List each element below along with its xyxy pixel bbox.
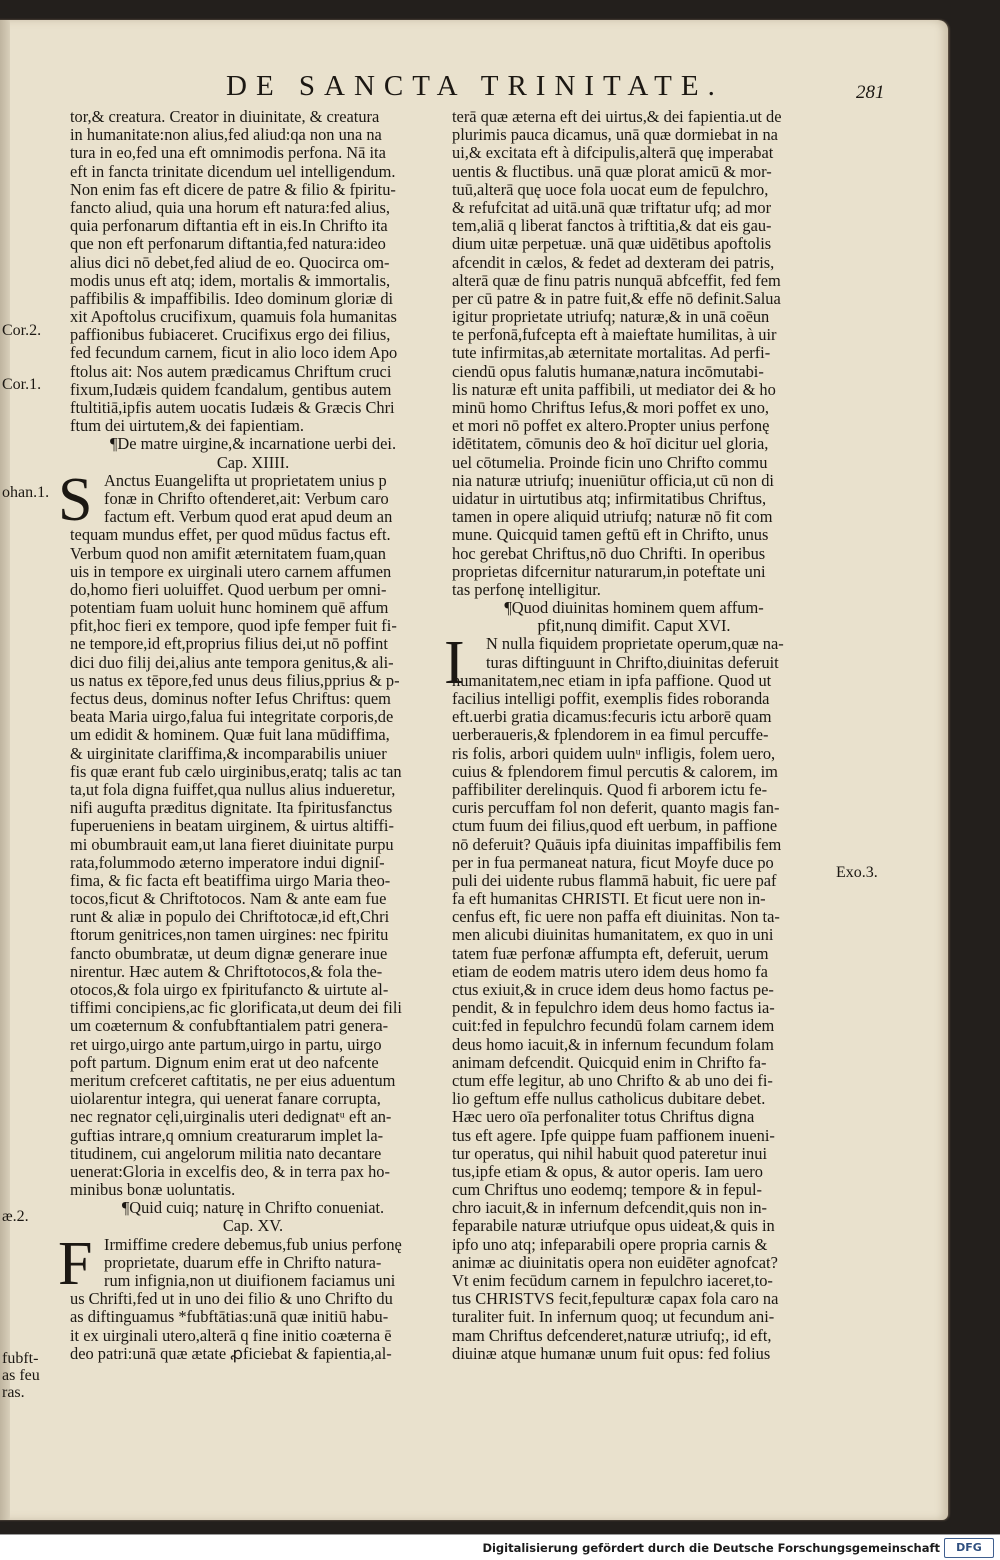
text-line: nō deferuit? Quāuis ipfa diuinitas impaffibilis fem — [452, 835, 782, 854]
text-line: pfit,nunq dimifit. Caput XVI. — [537, 617, 731, 636]
text-line: tocos,ficut & Chriftotocos. Nam & ante eam fue — [70, 890, 387, 909]
margin-note: ohan.1. — [2, 484, 50, 501]
text-line: factum eft. Verbum quod erat apud deum an — [104, 508, 393, 527]
text-line: titudinem, cui angelorum militia nato decantare — [70, 1144, 382, 1163]
text-line: diuinæ atque humanæ unum fuit opus: fed folius — [452, 1344, 771, 1363]
text-line: turaliter fuit. In infernum quoq; ut fecundum ani- — [452, 1308, 775, 1327]
text-line: poft partum. Dignum enim erat ut deo nafcente — [70, 1053, 379, 1072]
text-line: alius dici nō debet,fed aliud de eo. Quocirca om- — [70, 253, 390, 272]
text-line: tus eft agere. Ipfe quippe fuam paffionem inueni- — [452, 1126, 775, 1145]
text-line: tequam mundus effet, per quod mūdus factus eft. — [70, 526, 391, 545]
text-line: tamen in opere aliquid utriufq; naturæ nō fit com — [452, 508, 773, 527]
text-line: ftorum genitrices,non tamen uirgines: nec fpiritu — [70, 926, 389, 945]
text-line-content: Anctus Euangelifta ut proprietatem unius p — [104, 470, 387, 490]
text-line: plurimis pauca dicamus, unā quæ dormiebat in na — [452, 126, 778, 145]
text-line: ris folis, arbori quidem uulnᵘ infligis, folem uero, — [452, 744, 776, 763]
text-line: Vt enim fecūdum carnem in fepulchro iaceret,to- — [452, 1272, 773, 1290]
text-line: uel cōtumelia. Proinde ficin uno Chrifto commu — [452, 453, 768, 472]
text-line: rum infignia,non ut diuifionem faciamus uni — [104, 1272, 396, 1290]
text-line: meritum crefceret caftitatis, ne per eius aduentum — [70, 1071, 396, 1090]
text-line: te perfonā,fufcepta eft à maieftate humilitas, à uir — [452, 326, 777, 345]
text-line: tiffimi concipiens,ac fic glorificata,ut deum dei fili — [70, 999, 402, 1018]
text-line: dici duo filij dei,alius ante tempora genitus,& ali- — [70, 653, 394, 672]
text-line: terā quæ æterna eft dei uirtus,& dei fapientia.ut de — [452, 108, 782, 126]
text-line: potentiam fuam uoluit hunc hominem quē affum — [70, 599, 389, 618]
dfg-logo: DFG — [944, 1538, 994, 1558]
text-line: minibus bonæ uoluntatis. — [70, 1181, 236, 1200]
text-line: igitur proprietate utriufq; naturæ,& in unā coēun — [452, 308, 770, 327]
text-line: ne tempore,id eft,proprius filius dei,ut nō poffint — [70, 635, 388, 654]
text-line: uenerat:Gloria in excelfis deo, & in terra pax ho- — [70, 1162, 390, 1181]
text-line: tute infirmitas,ab æternitate mortalitas. Ad perfi- — [452, 344, 771, 363]
funding-notice: Digitalisierung gefördert durch die Deutsche Forschungsgemeinschaft — [482, 1541, 940, 1555]
text-line: mam Chriftus defcenderet,naturæ utriufq;, id eft, — [452, 1326, 772, 1345]
text-line: tus CHRISTVS fecit,fepulturæ capax fola caro na — [452, 1290, 779, 1309]
running-head: DE SANCTA TRINITATE. — [226, 70, 724, 102]
text-line: humanitatem,nec etiam in ipfa paffione. Quod ut — [452, 671, 772, 690]
text-line: do,homo fieri uoluiffet. Quod uerbum per omni- — [70, 580, 387, 599]
text-line: lio geftum effe nullus catholicus dubitare debet. — [452, 1090, 766, 1109]
text-line: turas diftinguunt in Chrifto,diuinitas deferuit — [486, 653, 779, 672]
text-line: paffionibus fubiaceret. Crucifixus ergo dei filius, — [70, 326, 391, 345]
text-line: men alicubi diuinitas humanitatem, ex quo in uni — [452, 926, 774, 945]
text-line: nifi augufta præditus dignitate. Ita fpiritusfanctus — [70, 799, 393, 818]
text-line: proprietas difcernitur naturarum,in poteftate uni — [452, 562, 766, 581]
text-line: hoc gerebat Chriftus,nō duo Chrifti. In operibus — [452, 544, 766, 563]
text-line: as diftinguamus *fubftātias:unā quæ initiū habu- — [70, 1308, 389, 1327]
text-line: fancto obumbratæ, ut deum dignæ generare inue — [70, 944, 388, 963]
text-line: deus homo iacuit,& in infernum fecundum folam — [452, 1035, 774, 1054]
text-line: ¶Quod diuinitas hominem quem affum- — [504, 599, 764, 618]
text-line: dium uitæ perpetuæ. unā quæ uidētibus apoftolis — [452, 235, 772, 254]
text-line: um coæternum & confubftantialem patri genera- — [70, 1017, 389, 1036]
text-line: tatem fuæ perfonæ affumpta eft, deferuit, uerum — [452, 944, 769, 963]
text-line: uidatur in uirtutibus atq; infirmitatibus Chriftus, — [452, 489, 767, 508]
text-line: runt & aliæ in populo dei Chriftotocæ,id eft,Chri — [70, 908, 390, 927]
margin-note: fubft- — [2, 1350, 39, 1367]
text-line: cenfus eft, fic uere non paffa eft diuinitas. Non ta- — [452, 908, 780, 927]
text-line: fancto aliud, quia una horum eft natura:fed alius, — [70, 198, 390, 217]
margin-note: æ.2. — [2, 1208, 29, 1225]
margin-note: as feu — [2, 1367, 40, 1384]
text-line: Verbum quod non amifit æternitatem fuam,quan — [70, 544, 386, 563]
margin-note: Cor.2. — [2, 322, 42, 339]
text-line: per cū patre & in patre fuit,& effe nō definit.Salua — [452, 289, 781, 308]
text-line: tuū,alterā quę uoce fola uocat eum de fepulchro, — [452, 180, 769, 199]
text-line: etiam de eodem matris utero idem deus homo fa — [452, 962, 768, 981]
text-line: fa eft humanitas CHRISTI. Et ficut uere non in- — [452, 890, 766, 909]
text-line: fonæ in Chrifto oftenderet,ait: Verbum caro — [104, 489, 389, 508]
text-line: rata,folummodo æterno imperatore indui digniſ- — [70, 853, 385, 872]
text-line: in humanitate:non alius,fed aliud:qa non una na — [70, 126, 382, 145]
text-line: tur operatus, qui nihil habuit quod pateretur inui — [452, 1144, 767, 1163]
text-line: cuius & fplendorem fimul percutis & calorem, im — [452, 762, 778, 781]
text-line: feparabile naturæ utriufque opus uideat,& quis in — [452, 1217, 775, 1236]
text-line: minū homo Chriftus Iefus,& mori poffet ex uno, — [452, 399, 770, 417]
text-line: uis in tempore ex uirginali utero carnem affumen — [70, 562, 392, 581]
text-line: pendit, & in fepulchro idem deus homo factus ia- — [452, 999, 775, 1018]
text-line: modis unus eft atq; idem, mortalis & immortalis, — [70, 271, 391, 290]
text-line: ctus exiuit,& in cruce idem deus homo factus pe- — [452, 981, 774, 999]
text-line: curis percuffam fol non deferit, quanto magis fan- — [452, 799, 780, 818]
text-line: que non eft perfonarum diftantia,fed natura:ideo — [70, 235, 386, 254]
margin-note: ras. — [2, 1384, 25, 1401]
text-line: & refufcitat ad uitā.unā quæ triftatur ufq; ad mor — [452, 198, 772, 217]
text-line: ciendū opus falutis humanæ,natura incōmutabi- — [452, 362, 764, 381]
text-line: ctum effe legitur, ab uno Chrifto & ab uno dei fi- — [452, 1071, 773, 1090]
text-line: ta,ut fola digna fuiffet,qua nullus alius indueretur, — [70, 780, 396, 799]
text-line: uiolarentur integra, qui uenerat fanare corrupta, — [70, 1090, 381, 1109]
text-line: idētitatem, cōmunis deo & hoī dicitur uel gloria, — [452, 435, 769, 454]
text-line: tas perfonę intelligitur. — [452, 580, 601, 599]
text-line: uerberaueris,& fplendorem in ea fimul percuffe- — [452, 726, 769, 745]
text-line: nirentur. Hæc autem & Chriftotocos,& fola the- — [70, 962, 383, 981]
text-line: ¶De matre uirgine,& incarnatione uerbi dei. — [109, 435, 397, 454]
text-line: eft in fancta trinitate dicendum uel intelligendum. — [70, 162, 396, 181]
text-line: Cap. XV. — [222, 1217, 284, 1236]
text-line: us Chrifti,fed ut in uno dei filio & uno Chrifto du — [70, 1290, 393, 1309]
right-text-column — [444, 108, 816, 1363]
text-line: ftolus ait: Nos autem prædicamus Chriftum cruci — [70, 362, 392, 381]
text-line: tus,ipfe etiam & opus, & autor operis. Iam uero — [452, 1162, 763, 1181]
text-line: fis quæ erant fub cælo uirginibus,eratq; talis ac tan — [70, 762, 402, 781]
text-line: Hæc uero oīa perfonaliter totus Chriftus digna — [452, 1108, 755, 1127]
text-line: cuit:fed in fepulchro fecundū folam carnem idem — [452, 1017, 775, 1036]
text-line: nec regnator cęli,uirginalis uteri dedignatᵘ eft an- — [70, 1108, 392, 1127]
text-line: per in fua permaneat natura, ficut Moyfe duce po — [452, 853, 774, 872]
text-line: deo patri:unā quæ ætate ꝓficiebat & fapientia,al- — [70, 1344, 392, 1363]
page-gutter — [0, 20, 10, 1520]
text-line: chro iacuit,& in infernum defcendit,quis non in- — [452, 1199, 767, 1218]
text-line: puli dei uidente rubus flammā habuit, fic uere paf — [452, 871, 777, 890]
drop-capital: S — [58, 465, 93, 534]
book-page — [0, 20, 948, 1520]
drop-capital: I — [444, 629, 465, 698]
text-line: Cap. XIIII. — [216, 453, 290, 472]
text-line: otocos,& fola uirgo ex fpiritufancto & uirtute al- — [70, 981, 389, 999]
text-line: tem,aliā q liberat fanctos à triftitia,& dat eis gau- — [452, 217, 772, 236]
text-line: alterā quæ de finu patris nunquā abfceffit, fed fem — [452, 271, 781, 290]
text-line: fectus deus, dominus nofter Iefus Chriftus: quem — [70, 690, 391, 708]
drop-capital: F — [58, 1229, 93, 1298]
margin-note: Exo.3. — [836, 864, 878, 881]
text-line: cum Chriftus uno eodemq; tempore & in fepul- — [452, 1181, 762, 1200]
text-line: um edidit & hominem. Quæ fuit lana mūdiffima, — [70, 726, 390, 745]
folio-number: 281 — [856, 82, 885, 103]
text-line: us natus ex tēpore,fed unus deus filius,pprius & p- — [70, 671, 400, 690]
text-line: & uirginitate clariffima,& incomparabilis uniuer — [70, 744, 387, 763]
text-line: guftias intrare,q omnium creaturarum implet la- — [70, 1126, 384, 1145]
text-line: ipfo uno atq; infeparabili opere propria carnis & — [452, 1235, 768, 1254]
text-line: proprietate, duarum effe in Chrifto natura- — [104, 1253, 382, 1272]
left-text-column — [58, 108, 436, 1363]
text-line: fima, & fic facta eft beatiffima uirgo Maria theo- — [70, 871, 391, 890]
text-line: lis naturæ eft unita paffibili, ut mediator dei & ho — [452, 380, 776, 399]
text-line: paffibiliter derelinquis. Quod fi arborem ictu fe- — [452, 780, 768, 799]
text-line: tura in eo,fed una eft omnimodis perfona. Nā ita — [70, 144, 386, 163]
text-line: mune. Quicquid tamen geftū eft in Chrifto, unus — [452, 526, 769, 545]
text-line: afcendit in cælos, & fedet ad dexteram dei patris, — [452, 253, 775, 272]
text-line-content: Irmiffime credere debemus,fub unius perfonę — [104, 1234, 402, 1254]
text-line: ctum fuum dei filius,quod eft uerbum, in paffione — [452, 817, 778, 836]
text-line: quia perfonarum diftantia eft in eis.In Chrifto ita — [70, 217, 388, 236]
footer-bar — [0, 1534, 1000, 1560]
margin-note: Cor.1. — [2, 376, 42, 393]
text-line: mi obumbrauit eam,ut lana fieret diuinitate purpu — [70, 835, 394, 854]
text-line: nia naturæ utriufq; inueniūtur officia,ut cū non di — [452, 471, 774, 490]
text-line: et mori nō poffet ex altero.Propter unius perfonę — [452, 417, 770, 436]
text-line: facilius intelligi poffit, exemplis fides roboranda — [452, 690, 770, 708]
text-line: animæ ac diuinitatis opera non euidēter agnofcat? — [452, 1253, 778, 1272]
text-line: it ex uirginali utero,alterā q fine initio coæterna ē — [70, 1326, 392, 1345]
text-line: fed fecundum carnem, ficut in alio loco idem Apo — [70, 344, 398, 363]
text-line: fuperueniens in beatam uirginem, & uirtus altiffi- — [70, 817, 394, 836]
text-line: ret uirgo,uirgo ante partum,uirgo in partu, uirgo — [70, 1035, 382, 1054]
text-line: animam defcendit. Quicquid enim in Chrifto fa- — [452, 1053, 767, 1072]
text-line-content: N nulla fiquidem proprietate operum,quæ na- — [486, 634, 784, 654]
text-line: uentis & fluctibus. unā quæ plorat amicū & mor- — [452, 162, 772, 181]
text-line: paffibilis & impaffibilis. Ideo dominum gloriæ di — [70, 289, 394, 308]
text-line: eft.uerbi gratia dicamus:fecuris ictu arborē quam — [452, 708, 772, 727]
text-line: Non enim fas eft dicere de patre & filio & fpiritu- — [70, 180, 396, 199]
text-line: ¶Quid cuiq; naturę in Chrifto conueniat. — [121, 1199, 385, 1218]
text-line: ui,& excitata eft à difcipulis,alterā quę imperabat — [452, 144, 774, 163]
text-line: beata Maria uirgo,falua fui integritate corporis,de — [70, 708, 394, 727]
text-line: xit Apoftolus crucifixum, quamuis fola humanitas — [70, 308, 397, 327]
text-line: pfit,hoc fieri ex tempore, quod ipfe femper fuit fi- — [70, 617, 397, 636]
text-line: tor,& creatura. Creator in diuinitate, & creatura — [70, 108, 380, 126]
text-line: ftultitiā,ipfis autem uocatis Iudæis & Græcis Chri — [70, 399, 395, 417]
text-line: fixum,Iudæis quidem fcandalum, gentibus autem — [70, 380, 392, 399]
text-line: ftum dei uirtutem,& dei fapientiam. — [70, 417, 304, 436]
